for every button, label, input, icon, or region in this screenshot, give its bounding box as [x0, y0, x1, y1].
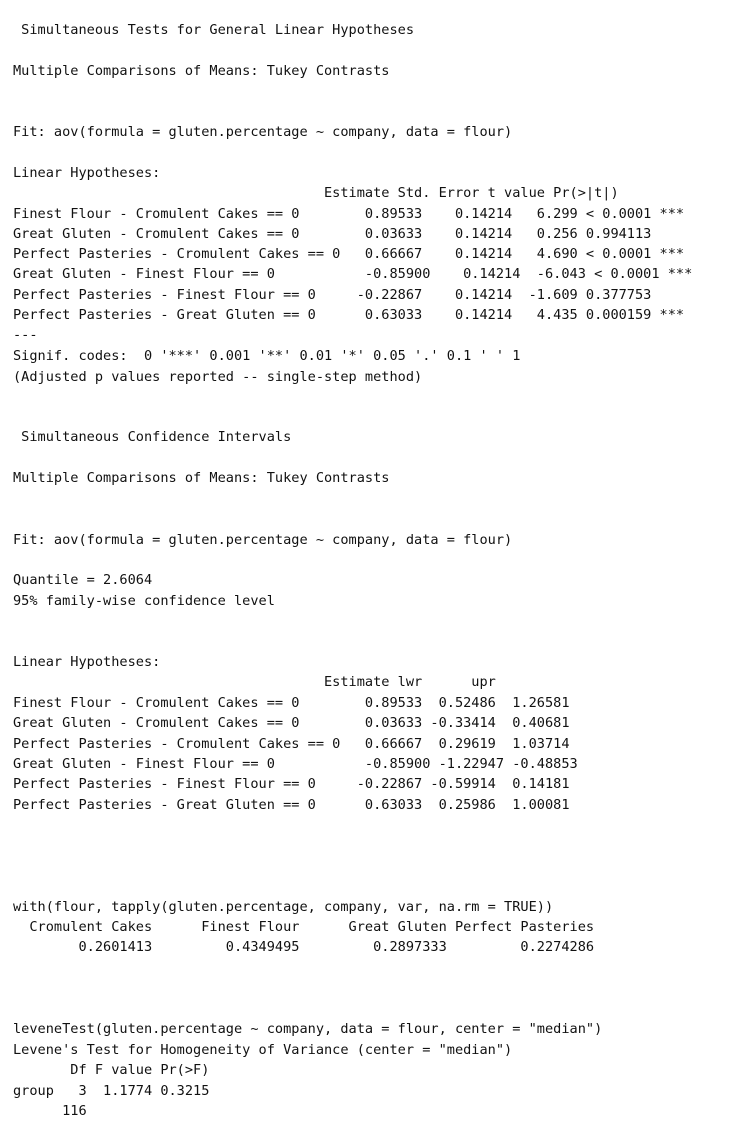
levene-command: leveneTest(gluten.percentage ~ company, data = flour, center = "median"): [13, 1021, 603, 1037]
ci-heading: Simultaneous Confidence Intervals: [13, 429, 292, 445]
tukey-row-6: Perfect Pasteries - Great Gluten == 0 0.63033 0.14214 4.435 0.000159 ***: [13, 307, 685, 323]
tukey-subheading: Multiple Comparisons of Means: Tukey Contrasts: [13, 63, 390, 79]
ci-hypotheses-label: Linear Hypotheses:: [13, 654, 161, 670]
ci-confidence-level: 95% family-wise confidence level: [13, 593, 275, 609]
levene-group-row: group 3 1.1774 0.3215: [13, 1083, 210, 1099]
variance-values: 0.2601413 0.4349495 0.2897333 0.2274286: [13, 939, 595, 955]
levene-title: Levene's Test for Homogeneity of Variance (center = "median"): [13, 1042, 513, 1058]
variance-header: Cromulent Cakes Finest Flour Great Gluten Perfect Pasteries: [13, 919, 595, 935]
ci-subheading: Multiple Comparisons of Means: Tukey Contrasts: [13, 470, 390, 486]
tukey-row-2: Great Gluten - Cromulent Cakes == 0 0.03633 0.14214 0.256 0.994113: [13, 226, 652, 242]
tukey-hypotheses-label: Linear Hypotheses:: [13, 165, 161, 181]
tukey-row-4: Great Gluten - Finest Flour == 0 -0.85900 0.14214 -6.043 < 0.0001 ***: [13, 266, 693, 282]
tukey-fit-line: Fit: aov(formula = gluten.percentage ~ company, data = flour): [13, 124, 513, 140]
tukey-row-5: Perfect Pasteries - Finest Flour == 0 -0.22867 0.14214 -1.609 0.377753: [13, 287, 652, 303]
ci-row-6: Perfect Pasteries - Great Gluten == 0 0.63033 0.25986 1.00081: [13, 797, 570, 813]
ci-row-5: Perfect Pasteries - Finest Flour == 0 -0.22867 -0.59914 0.14181: [13, 776, 570, 792]
levene-residual-row: 116: [13, 1103, 87, 1119]
ci-table-header: Estimate lwr upr: [13, 674, 496, 690]
variance-command: with(flour, tapply(gluten.percentage, company, var, na.rm = TRUE)): [13, 899, 554, 915]
ci-row-4: Great Gluten - Finest Flour == 0 -0.85900 -1.22947 -0.48853: [13, 756, 578, 772]
ci-quantile: Quantile = 2.6064: [13, 572, 153, 588]
adjusted-note: (Adjusted p values reported -- single-step method): [13, 369, 423, 385]
ci-fit-line: Fit: aov(formula = gluten.percentage ~ company, data = flour): [13, 532, 513, 548]
tukey-table-header: Estimate Std. Error t value Pr(>|t|): [13, 185, 619, 201]
levene-header: Df F value Pr(>F): [13, 1062, 210, 1078]
tukey-separator: ---: [13, 327, 38, 343]
ci-row-2: Great Gluten - Cromulent Cakes == 0 0.03633 -0.33414 0.40681: [13, 715, 570, 731]
tukey-heading: Simultaneous Tests for General Linear Hypotheses: [13, 22, 415, 38]
tukey-row-3: Perfect Pasteries - Cromulent Cakes == 0 0.66667 0.14214 4.690 < 0.0001 ***: [13, 246, 685, 262]
tukey-row-1: Finest Flour - Cromulent Cakes == 0 0.89533 0.14214 6.299 < 0.0001 ***: [13, 206, 685, 222]
signif-codes: Signif. codes: 0 '***' 0.001 '**' 0.01 '*' 0.05 '.' 0.1 ' ' 1: [13, 348, 521, 364]
ci-row-1: Finest Flour - Cromulent Cakes == 0 0.89533 0.52486 1.26581: [13, 695, 570, 711]
ci-row-3: Perfect Pasteries - Cromulent Cakes == 0 0.66667 0.29619 1.03714: [13, 736, 570, 752]
